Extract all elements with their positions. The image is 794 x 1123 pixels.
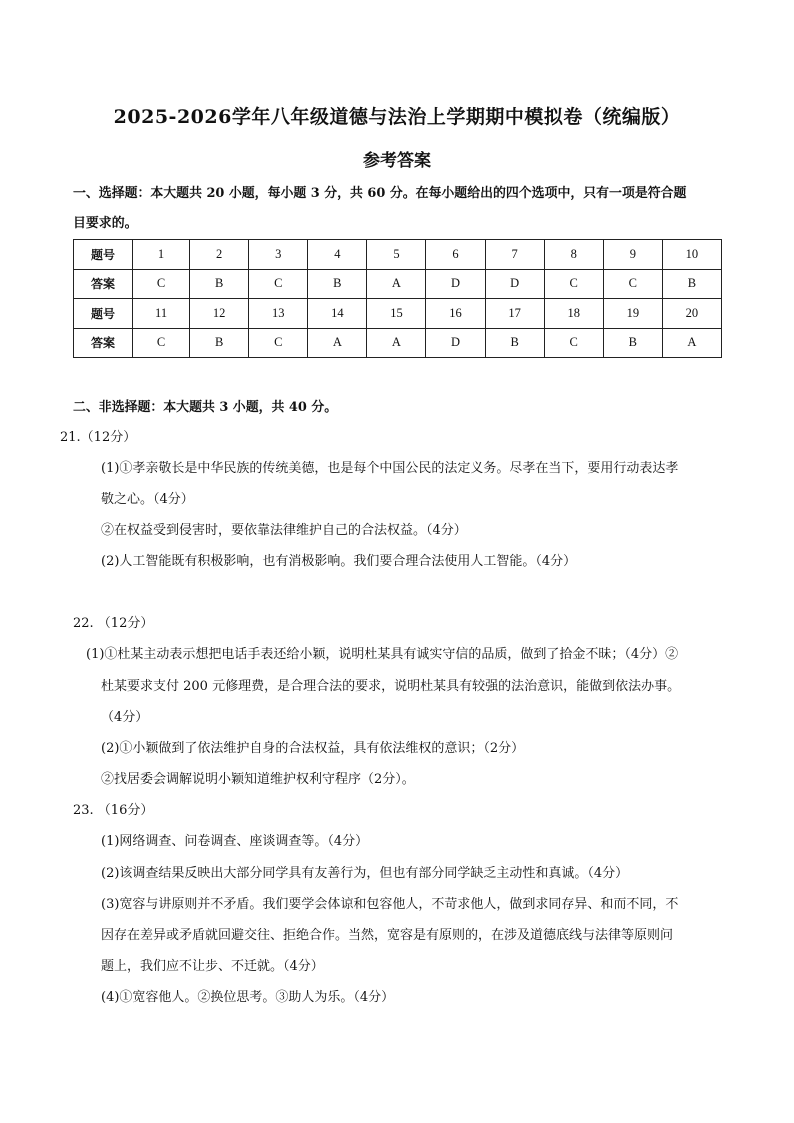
q22-line-4: (2)①小颖做到了依法维护自身的合法权益，具有依法维权的意识；（2分） xyxy=(101,741,525,756)
question-number: 5 xyxy=(367,240,426,270)
q23-line-4: 因存在差异或矛盾就回避交往、拒绝合作。当然，宽容是有原则的，在涉及道德底线与法律等原则问 xyxy=(101,928,674,943)
answer-cell: B xyxy=(190,269,249,299)
table-row xyxy=(74,328,722,358)
answer-cell: D xyxy=(426,269,485,299)
section2-heading: 二、非选择题：本大题共 3 小题，共 40 分。 xyxy=(73,400,338,415)
question-number: 4 xyxy=(308,240,367,270)
table-row xyxy=(74,240,722,270)
q22-line-3: （4分） xyxy=(101,710,149,725)
question-number: 14 xyxy=(308,299,367,329)
q23-line-5: 题上，我们应不让步、不迁就。（4分） xyxy=(101,959,324,974)
answer-cell: C xyxy=(249,328,308,358)
answer-cell: C xyxy=(603,269,662,299)
row-label-answer: 答案 xyxy=(74,269,133,299)
answer-cell: A xyxy=(367,269,426,299)
question-number: 7 xyxy=(485,240,544,270)
q23-line-6: (4)①宽容他人。②换位思考。③助人为乐。（4分） xyxy=(101,990,395,1005)
question-number: 16 xyxy=(426,299,485,329)
q23-line-3: (3)宽容与讲原则并不矛盾。我们要学会体谅和包容他人，不苛求他人，做到求同存异、和而不同，不 xyxy=(101,897,679,912)
q22-heading: 22. （12分） xyxy=(73,616,154,631)
question-number: 15 xyxy=(367,299,426,329)
answer-cell: B xyxy=(308,269,367,299)
q21-line-2: 敬之心。（4分） xyxy=(101,492,194,507)
row-label-number: 题号 xyxy=(74,299,133,329)
page-subtitle: 参考答案 xyxy=(363,151,431,171)
page-title: 2025-2026学年八年级道德与法治上学期期中模拟卷（统编版） xyxy=(113,106,681,128)
answer-cell: B xyxy=(485,328,544,358)
answer-table xyxy=(73,239,722,358)
question-number: 9 xyxy=(603,240,662,270)
answer-cell: D xyxy=(426,328,485,358)
question-number: 13 xyxy=(249,299,308,329)
answer-cell: C xyxy=(544,328,603,358)
question-number: 6 xyxy=(426,240,485,270)
answer-cell: C xyxy=(133,328,190,358)
table-row xyxy=(74,269,722,299)
question-number: 11 xyxy=(133,299,190,329)
q21-line-4: (2)人工智能既有积极影响，也有消极影响。我们要合理合法使用人工智能。（4分） xyxy=(101,554,577,569)
q21-line-1: (1)①孝亲敬长是中华民族的传统美德，也是每个中国公民的法定义务。尽孝在当下，要用行动表达孝 xyxy=(101,461,679,476)
question-number: 18 xyxy=(544,299,603,329)
q21-line-3: ②在权益受到侵害时，要依靠法律维护自己的合法权益。（4分） xyxy=(101,523,467,538)
question-number: 17 xyxy=(485,299,544,329)
q22-line-1: (1)①杜某主动表示想把电话手表还给小颖，说明杜某具有诚实守信的品质，做到了拾金不昧；（4分）② xyxy=(86,647,679,662)
question-number: 1 xyxy=(133,240,190,270)
section1-heading-line1: 一、选择题：本大题共 20 小题，每小题 3 分，共 60 分。在每小题给出的四个选项中，只有一项是符合题 xyxy=(73,186,687,201)
answer-cell: A xyxy=(308,328,367,358)
answer-cell: B xyxy=(190,328,249,358)
row-label-answer: 答案 xyxy=(74,328,133,358)
q22-line-2: 杜某要求支付 200 元修理费，是合理合法的要求，说明杜某具有较强的法治意识，能做到依法办事。 xyxy=(101,679,681,694)
answer-cell: C xyxy=(249,269,308,299)
section1-heading-line2: 目要求的。 xyxy=(73,216,138,231)
answer-cell: D xyxy=(485,269,544,299)
q23-line-2: (2)该调查结果反映出大部分同学具有友善行为，但也有部分同学缺乏主动性和真诚。（4分） xyxy=(101,866,629,881)
question-number: 19 xyxy=(603,299,662,329)
q22-line-5: ②找居委会调解说明小颖知道维护权利守程序（2分）。 xyxy=(101,772,415,787)
row-label-number: 题号 xyxy=(74,240,133,270)
answer-cell: A xyxy=(662,328,721,358)
question-number: 20 xyxy=(662,299,721,329)
question-number: 12 xyxy=(190,299,249,329)
question-number: 8 xyxy=(544,240,603,270)
answer-cell: B xyxy=(662,269,721,299)
answer-cell: A xyxy=(367,328,426,358)
q23-line-1: (1)网络调查、问卷调查、座谈调查等。（4分） xyxy=(101,834,369,849)
question-number: 2 xyxy=(190,240,249,270)
q21-heading: 21.（12分） xyxy=(60,430,137,445)
q23-heading: 23. （16分） xyxy=(73,803,154,818)
table-row xyxy=(74,299,722,329)
answer-cell: C xyxy=(133,269,190,299)
question-number: 10 xyxy=(662,240,721,270)
answer-cell: B xyxy=(603,328,662,358)
question-number: 3 xyxy=(249,240,308,270)
answer-cell: C xyxy=(544,269,603,299)
